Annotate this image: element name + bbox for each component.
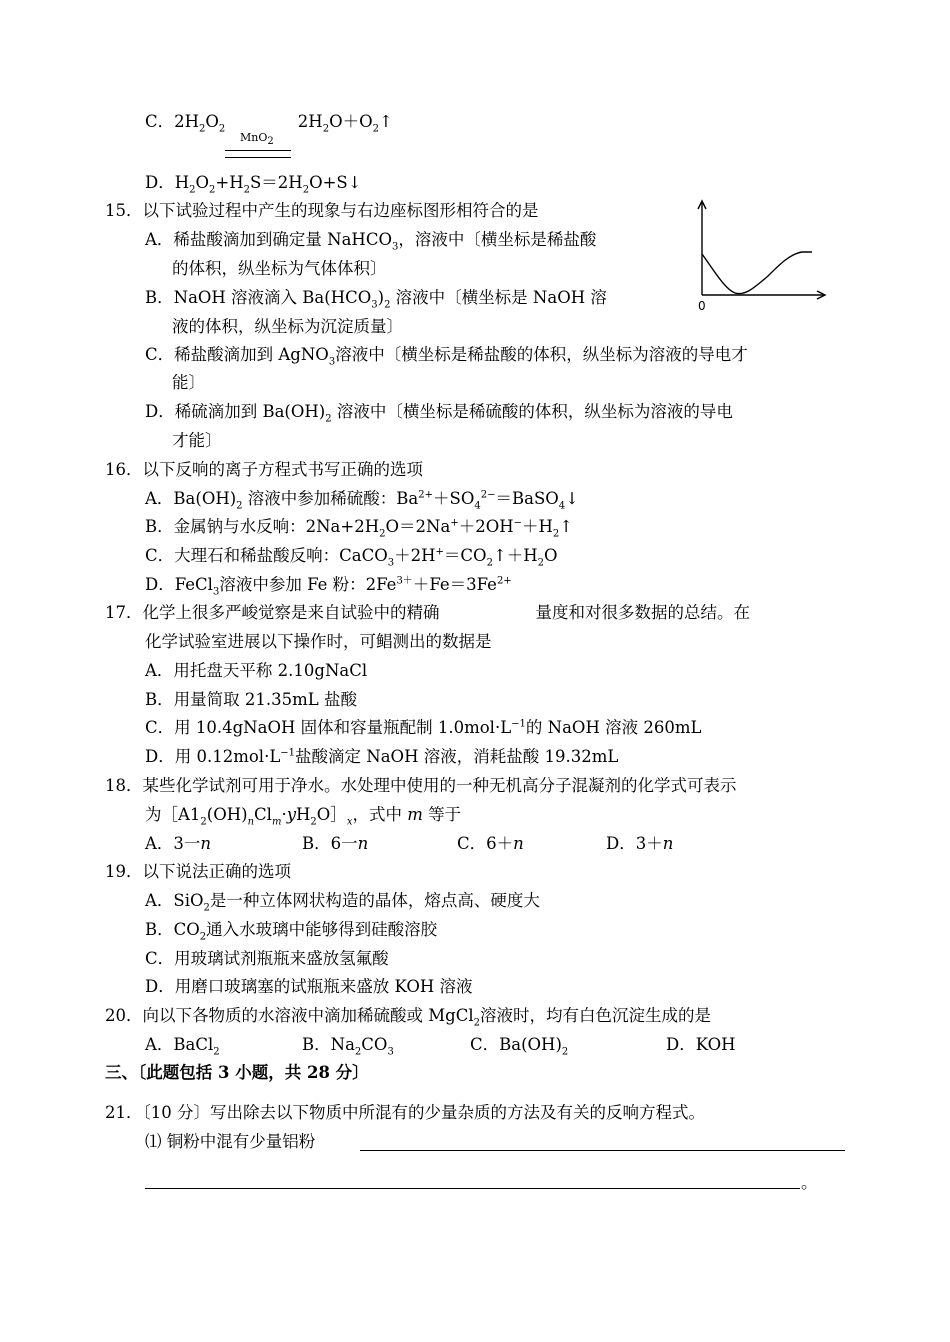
q15-option-a: A．稀盐酸滴加到确定量 NaHCO$_3$，溶液中〔横坐标是稀盐酸 — [145, 230, 597, 253]
q17-option-c: C．用 10.4gNaOH 固体和容量瓶配制 $1.0mol\cdot L^{-1}$的 NaOH 溶液 260mL — [145, 718, 702, 737]
q21-answer-line-1[interactable] — [360, 1150, 845, 1151]
q17-option-d: D．用 $0.12mol\cdot L^{-1}$盐酸滴定 NaOH 溶液，消耗盐酸 19.32mL — [145, 747, 619, 766]
q18-option-c: C．6＋n — [457, 834, 524, 853]
reaction-double-line — [225, 150, 291, 158]
q19-option-c: C．用玻璃试剂瓶瓶来盛放氢氟酸 — [145, 949, 389, 968]
q20-stem: 20．向以下各物质的水溶液中滴加稀硫酸或 MgCl$_2$溶液时，均有白色沉淀生成的是 — [105, 1006, 711, 1029]
q15-coordinate-graph — [690, 192, 835, 317]
q16-option-a: A．$Ba(OH)_2$ 溶液中参加稀硫酸：$Ba^{2+}+SO_4^{2-}=BaSO_4↓$ — [145, 489, 579, 512]
q15-option-b-cont: 液的体积，纵坐标为沉淀质量〕 — [172, 317, 403, 336]
graph-curve — [702, 252, 812, 294]
q18-option-b: B．6一n — [302, 834, 369, 853]
q16-option-b: B．金属钠与水反响：$2Na+2H_2O=2Na^++2OH^-+H_2↑$ — [145, 517, 574, 540]
q18-stem: 18．某些化学试剂可用于净水。水处理中使用的一种无机高分子混凝剂的化学式可表示 — [105, 776, 737, 795]
q21-item-1: ⑴ 铜粉中混有少量铝粉 — [145, 1132, 316, 1151]
q14-option-d: D．$H_2O_2+H_2S=2H_2O+S↓$ — [145, 173, 362, 196]
q20-option-b: B．$Na_2CO_3$ — [302, 1035, 394, 1058]
q16-option-d: D．FeCl$_3$溶液中参加 Fe 粉：$2Fe^{3+}+Fe=3Fe^{2+}$ — [145, 575, 512, 598]
q17-option-b: B．用量简取 21.35mL 盐酸 — [145, 690, 357, 709]
q17-stem-cont: 化学试验室进展以下操作时，可鲳测出的数据是 — [145, 632, 492, 651]
q17-stem: 17．化学上很多严峻觉察是来自试验中的精确 量度和对很多数据的总结。在 — [105, 603, 750, 622]
q18-formula: 为$[A1_2(OH)_nCl_m\cdot yH_2O]_x$，式中 m 等于 — [145, 805, 462, 828]
q19-option-a: A．SiO$_2$是一种立体网状构造的晶体，熔点高、硬度大 — [145, 891, 540, 914]
q17-option-a: A．用托盘天平称 2.10gNaCl — [145, 661, 368, 680]
q19-option-b: B．$CO_2$通入水玻璃中能够得到硅酸溶胶 — [145, 920, 438, 943]
q15-stem: 15．以下试验过程中产生的现象与右边座标图形相符合的是 — [105, 201, 539, 220]
graph-origin-label: 0 — [698, 299, 706, 313]
q21-end-mark: 。 — [801, 1173, 818, 1192]
catalyst-label: MnO$_2$ — [240, 131, 274, 148]
q19-option-d: D．用磨口玻璃塞的试瓶瓶来盛放 KOH 溶液 — [145, 977, 473, 996]
q15-option-d: D．稀硫滴加到 $Ba(OH)_2$ 溶液中〔横坐标是稀硫酸的体积，纵坐标为溶液的导电 — [145, 402, 733, 425]
q20-option-c: C．$Ba(OH)_2$ — [470, 1035, 569, 1058]
q18-option-a: A．3一n — [145, 834, 212, 853]
section-three-heading: 三、〔此题包括 3 小题，共 28 分〕 — [105, 1063, 369, 1082]
q15-option-c: C．稀盐酸滴加到 AgNO$_3$溶液中〔横坐标是稀盐酸的体积，纵坐标为溶液的导电才 — [145, 345, 748, 368]
q15-option-a-cont: 的体积，纵坐标为气体体积〕 — [172, 259, 387, 278]
q15-option-c-cont: 能〕 — [172, 373, 205, 392]
q16-stem: 16．以下反响的离子方程式书写正确的选项 — [105, 460, 423, 479]
q21-stem: 21．〔10 分〕写出除去以下物质中所混有的少量杂质的方法及有关的反响方程式。 — [105, 1103, 705, 1122]
q20-option-a: A．BaCl$_2$ — [145, 1035, 220, 1058]
q18-option-d: D．3＋n — [606, 834, 674, 853]
q21-answer-line-2[interactable] — [145, 1188, 800, 1189]
q20-option-d: D．KOH — [666, 1035, 736, 1054]
q14-option-c: C．$2H_2O_2$ $2H_2O+O_2↑$ — [145, 112, 393, 135]
q16-option-c: C．大理石和稀盐酸反响：$CaCO_3+2H^+=CO_2↑+H_2O$ — [145, 546, 558, 569]
q15-option-d-cont: 才能〕 — [172, 431, 222, 450]
q19-stem: 19．以下说法正确的选项 — [105, 862, 291, 881]
q15-option-b: B．NaOH 溶液滴入 $Ba(HCO_3)_2$ 溶液中〔横坐标是 NaOH 溶 — [145, 288, 607, 311]
